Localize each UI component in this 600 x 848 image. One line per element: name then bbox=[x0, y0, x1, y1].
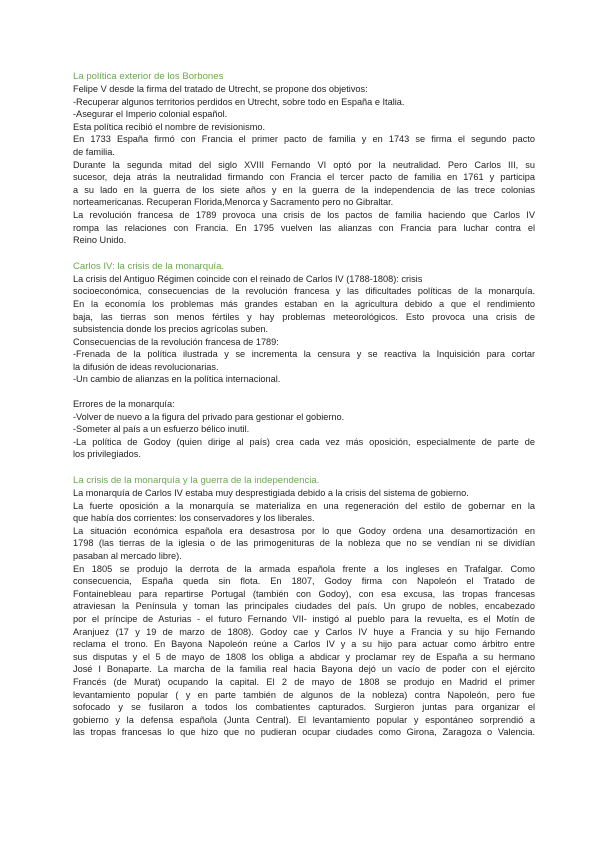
section-heading-guerra-independencia: La crisis de la monarquía y la guerra de la independencia. bbox=[73, 475, 320, 487]
text-line: En la economía los problemas más grandes estaban en la agricultura debido a que el rendimiento bbox=[73, 298, 535, 309]
text-line: norteamericanas. Recuperan Florida,Menorca y Sacramento pero no Gibraltar. bbox=[73, 197, 394, 208]
text-line: socioeconómica, consecuencias de la revolución francesa y las dificultades políticas de la monarquía. bbox=[73, 286, 535, 297]
text-line: La fuerte oposición a la monarquía se materializa en una regeneración del estilo de gobernar en la bbox=[73, 500, 535, 511]
text-line: que había dos corrientes: los conservadores y los liberales. bbox=[73, 513, 315, 524]
text-line: Fontainebleau para repartirse Portugal (también con Godoy), con esa excusa, las tropas francesas bbox=[73, 588, 535, 599]
text-line: por el príncipe de Asturias - el futuro Fernando VII- instigó al pueblo para la revuelta, es el Motín de bbox=[73, 613, 535, 624]
text-line: En 1733 España firmó con Francia el primer pacto de familia y en 1743 se firma el segundo pacto bbox=[73, 134, 535, 145]
text-line: gobierno y la defensa española (Junta Central). El levantamiento popular y espontáneo sorprendió a bbox=[73, 714, 535, 725]
text-line: sucesor, deja atrás la neutralidad firmando con Francia el tercer pacto de familia en 1761 y participa bbox=[73, 172, 535, 183]
text-line: La monarquía de Carlos IV estaba muy desprestigiada debido a la crisis del sistema de gobierno. bbox=[73, 488, 469, 499]
text-line: -Un cambio de alianzas en la política internacional. bbox=[73, 374, 281, 385]
text-line: las tropas francesas lo que hizo que no pudieran ocupar ciudades como Girona, Zaragoza o Valencia. bbox=[73, 727, 535, 738]
text-line: 1798 (las tierras de la iglesia o de las primogenituras de la nobleza que no se vendían ni se dividían bbox=[73, 538, 535, 549]
section-body-errores bbox=[73, 398, 535, 461]
text-line: -Asegurar el Imperio colonial español. bbox=[73, 109, 228, 120]
text-line: La crisis del Antiguo Régimen coincide con el reinado de Carlos IV (1788-1808): crisis bbox=[73, 273, 423, 284]
text-line: Errores de la monarquía: bbox=[73, 399, 175, 410]
text-line: -Frenada de la política ilustrada y se incrementa la censura y se reactiva la Inquisición para cortar bbox=[73, 349, 535, 360]
text-line: -Recuperar algunos territorios perdidos en Utrecht, sobre todo en España e Italia. bbox=[73, 96, 405, 107]
section-body-guerra-independencia bbox=[73, 487, 535, 739]
text-line: subsistencia donde los precios agrícolas suben. bbox=[73, 324, 269, 335]
text-line: Esta política recibió el nombre de revisionismo. bbox=[73, 121, 266, 132]
text-line: -Someter al país a un esfuerzo bélico inutil. bbox=[73, 424, 250, 435]
text-line: La revolución francesa de 1789 provoca una crisis de los pactos de familia haciendo que Carlos IV bbox=[73, 209, 535, 220]
text-line: Felipe V desde la firma del tratado de Utrecht, se propone dos objetivos: bbox=[73, 84, 368, 94]
text-line: a su lado en la guerra de los siete años y en la guerra de la independencia de las trece colonias bbox=[73, 184, 535, 195]
text-line: Durante la segunda mitad del siglo XVIII Fernando VI optó por la neutralidad. Pero Carlos III, su bbox=[73, 159, 535, 170]
section-body-borbones bbox=[73, 83, 535, 247]
text-line: consecuencia, España queda sin flota. En 1807, Godoy firma con Napoleón el Tratado de bbox=[73, 576, 535, 587]
text-line: rompa las relaciones con Francia. En 1795 vuelven las alianzas con Francia para luchar contra el bbox=[73, 222, 535, 233]
text-line: los privilegiados. bbox=[73, 449, 141, 460]
text-line: pasaban al mercado libre). bbox=[73, 551, 182, 561]
text-line: Reino Unido. bbox=[73, 235, 127, 246]
text-line: levantamiento popular ( y en parte también de algunos de la nobleza) contra Napoleón, pero fue bbox=[73, 689, 535, 700]
text-line: de familia. bbox=[73, 146, 115, 157]
text-line: -La política de Godoy (quien dirige al país) crea cada vez más oposición, especialmente de parte de bbox=[73, 436, 535, 447]
text-line: José I Bonaparte. La marcha de la familia real hacia Bayona dejó un vacío de poder con el ejército bbox=[73, 664, 535, 675]
section-heading-borbones: La política exterior de los Borbones bbox=[73, 71, 224, 82]
document-content bbox=[73, 70, 535, 739]
text-line: atraviesan la Península y toman las principales ciudades del país. Un grupo de nobles, encabezado bbox=[73, 601, 535, 612]
text-line: reclama el trono. En Bayona Napoleón reúne a Carlos IV y a su hijo para actuar como árbitro entre bbox=[73, 639, 535, 650]
text-line: sus disputas y el 5 de mayo de 1808 los obliga a abdicar y proclamar rey de España a su hermano bbox=[73, 651, 535, 662]
text-line: La situación económica española era desastrosa por lo que Godoy ordena una desamortización en bbox=[73, 525, 535, 536]
text-line: En 1805 se produjo la derrota de la armada española frente a los ingleses en Trafalgar. Como bbox=[73, 563, 535, 574]
text-line: baja, las tierras son menos fértiles y hay problemas meteorológicos. Esto provoca una crisis de bbox=[73, 311, 535, 322]
section-body-carlos-iv bbox=[73, 273, 535, 386]
text-line: Consecuencias de la revolución francesa de 1789: bbox=[73, 336, 279, 347]
section-heading-carlos-iv: Carlos IV: la crisis de la monarquía. bbox=[73, 260, 225, 272]
text-line: la difusión de ideas revolucionarias. bbox=[73, 361, 219, 372]
text-line: sofocado y se fusilaron a todos los combatientes capturados. Surgieron juntas para organizar el bbox=[73, 702, 535, 713]
text-line: -Volver de nuevo a la figura del privado para gestionar el gobierno. bbox=[73, 411, 345, 422]
text-line: Francés (de Murat) ocupando la capital. El 2 de mayo de 1808 se produjo en Madrid el primer bbox=[73, 676, 535, 687]
text-line: Aranjuez (17 y 19 de marzo de 1808). Godoy cae y Carlos IV huye a Francia y su hijo Fernando bbox=[73, 626, 535, 637]
